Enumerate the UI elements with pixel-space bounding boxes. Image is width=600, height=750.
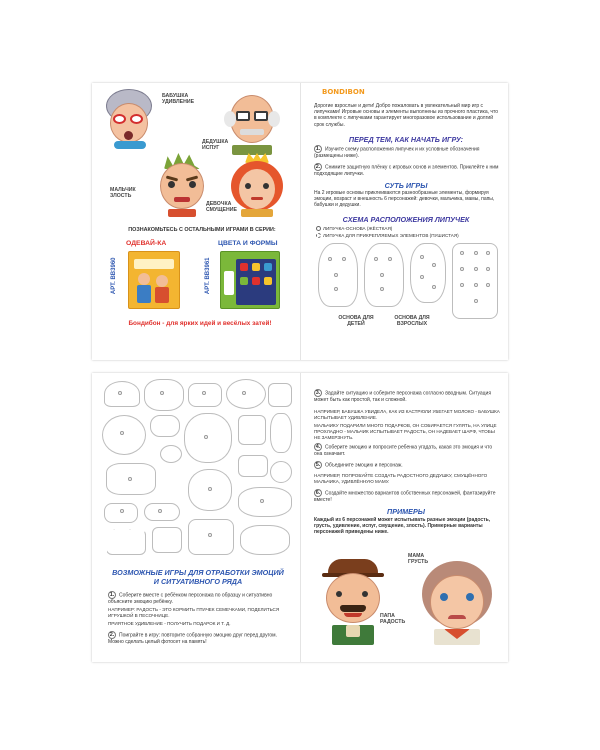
before-title: ПЕРЕД ТЕМ, КАК НАЧАТЬ ИГРУ: [348, 135, 464, 144]
games-step-1-example-2: ПРИЯТНОЕ УДИВЛЕНИЕ - ПОЛУЧИТЬ ПОДАРОК И Т. Д. [108, 621, 231, 626]
diecut-elements [100, 379, 296, 561]
essence-text: На 2 игровые основы приклеиваются разнообразные элементы, формируя эмоции, возраст и внешность 6 персонажей: девочки, мальчика, мамы, папы, бабушки и дедушки. [314, 190, 495, 209]
boy-illustration [152, 153, 212, 219]
grandma-label: БАБУШКА УДИВЛЕНИЕ [162, 93, 195, 105]
step-5: 5. Объедините эмоцию и персонаж. [315, 462, 403, 469]
fold-line [300, 373, 301, 662]
games-title: ВОЗМОЖНЫЕ ИГРЫ ДЛЯ ОТРАБОТКИ ЭМОЦИЙ И СИТУАТИВНОГО РЯДА [112, 568, 284, 586]
series-intro: ПОЗНАКОМЬТЕСЬ С ОСТАЛЬНЫМИ ИГРАМИ В СЕРИИ: [128, 227, 276, 233]
velcro-scheme [314, 243, 502, 323]
product-art: АРТ. ВВ3960 [110, 257, 117, 295]
legend-hard: ЛИПУЧКА-ОСНОВА (ЖЁСТКАЯ) [316, 226, 496, 232]
step-4: 4. Соберите эмоцию и попросите ребенка угадать, какая это эмоция и что она означает. [314, 444, 493, 457]
mom-label: МАМА ГРУСТЬ [408, 553, 429, 565]
product-odevayka [108, 241, 198, 313]
product-title: ЦВЕТА И ФОРМЫ [218, 240, 278, 247]
mom-illustration [418, 557, 498, 655]
base-label-adults: ОСНОВА ДЛЯ ВЗРОСЛЫХ [394, 315, 430, 327]
scheme-title: СХЕМА РАСПОЛОЖЕНИЯ ЛИПУЧЕК [342, 215, 470, 224]
intro-text: Дорогие взрослые и дети! Добро пожаловать в увлекательный мир игр с липучками! Игровые основы и элементы выполнены из прочного пластика, что в комплекте с липучками гарантирует многоразовое использование и долгий срок службы. [314, 103, 499, 128]
step-5-example: НАПРИМЕР, ПОПРОБУЙТЕ СОЗДАТЬ РАДОСТНОГО ДЕДУШКУ, СМУЩЁННОГО МАЛЬЧИКА, УДИВЛЁННУЮ МАМУ. [314, 473, 488, 485]
fold-line [300, 83, 301, 360]
girl-label: ДЕВОЧКА СМУЩЕНИЕ [206, 201, 237, 213]
before-step-2: 2. Снимите защитную плёнку с игровых основ и элементов. Приклейте к ним подходящие липучки. [314, 164, 499, 177]
dad-illustration [314, 559, 398, 655]
legend-soft: ЛИПУЧКА ДЛЯ ПРИКРЕПЛЯЕМЫХ ЭЛЕМЕНТОВ (ПУШИСТАЯ) [316, 233, 496, 239]
top-sheet [92, 83, 508, 360]
step-3-example-2: МАЛЬЧИКУ ПОДАРИЛИ МНОГО ПОДАРКОВ, ОН СОБИРАЕТСЯ ГУЛЯТЬ, НА УЛИЦЕ ПРОХЛАДНО - МАЛЬЧИК ИСПЫТЫВАЕТ РАДОСТЬ, ОН НАДЕВАЕТ ШАРФ, ЧТОБЫ НЕ ЗАМЕРЗНУТЬ. [314, 423, 497, 441]
examples-title: ПРИМЕРЫ [387, 507, 425, 516]
grandma-illustration [100, 89, 158, 151]
step-3: 3. Задайте ситуацию и соберите персонажа согласно вводным. Ситуация может быть как простой, так и сложной. [314, 390, 492, 403]
slogan: Бондибон - для ярких идей и весёлых затей! [128, 320, 272, 327]
grandpa-label: ДЕДУШКА ИСПУГ [202, 139, 229, 151]
boy-label: МАЛЬЧИК ЗЛОСТЬ [110, 187, 136, 199]
examples-text: Каждый из 6 персонажей может испытывать разные эмоции (радость, грусть, удивление, испуг, смущение, злость). Примерные варианты персонажей приведены ниже. [314, 517, 491, 536]
brand-logo: BONDIBON [322, 88, 365, 96]
games-step-2: 2. Поиграйте в игру: повторите собранную эмоцию друг перед другом. Можно сделать целый фотосет на память! [108, 632, 277, 645]
product-tsveta-formy [202, 241, 294, 313]
step-6: 6. Создайте множество вариантов собственных персонажей, фантазируйте вместе! [314, 490, 496, 503]
bottom-sheet [92, 373, 508, 662]
games-step-1: 1. Соберите вместе с ребёнком персонажа по образцу и ситуативно объясните эмоцию ребёнку. [108, 592, 273, 605]
product-title: ОДЕВАЙ-КА [126, 240, 167, 247]
product-art: АРТ. ВВ3961 [204, 257, 211, 295]
games-step-1-example: НАПРИМЕР: РАДОСТЬ - ЭТО КОРМИТЬ ПТИЧЕК СЕМЕЧКАМИ, ПОДЕЛИТЬСЯ ИГРУШКОЙ В ПЕСОЧНИЦЕ. [108, 607, 280, 619]
dad-label: ПАПА РАДОСТЬ [380, 613, 406, 625]
base-label-children: ОСНОВА ДЛЯ ДЕТЕЙ [338, 315, 374, 327]
step-3-example: НАПРИМЕР, БАБУШКА УВИДЕЛА, КАК ИЗ КАСТРЮЛИ УБЕГАЕТ МОЛОКО - БАБУШКА ИСПЫТЫВАЕТ УДИВЛЕНИЕ. [314, 409, 500, 421]
before-step-1: 1. Изучите схему расположения липучек и их условные обозначения (размещены ниже). [314, 146, 480, 159]
essence-title: СУТЬ ИГРЫ [384, 181, 428, 190]
